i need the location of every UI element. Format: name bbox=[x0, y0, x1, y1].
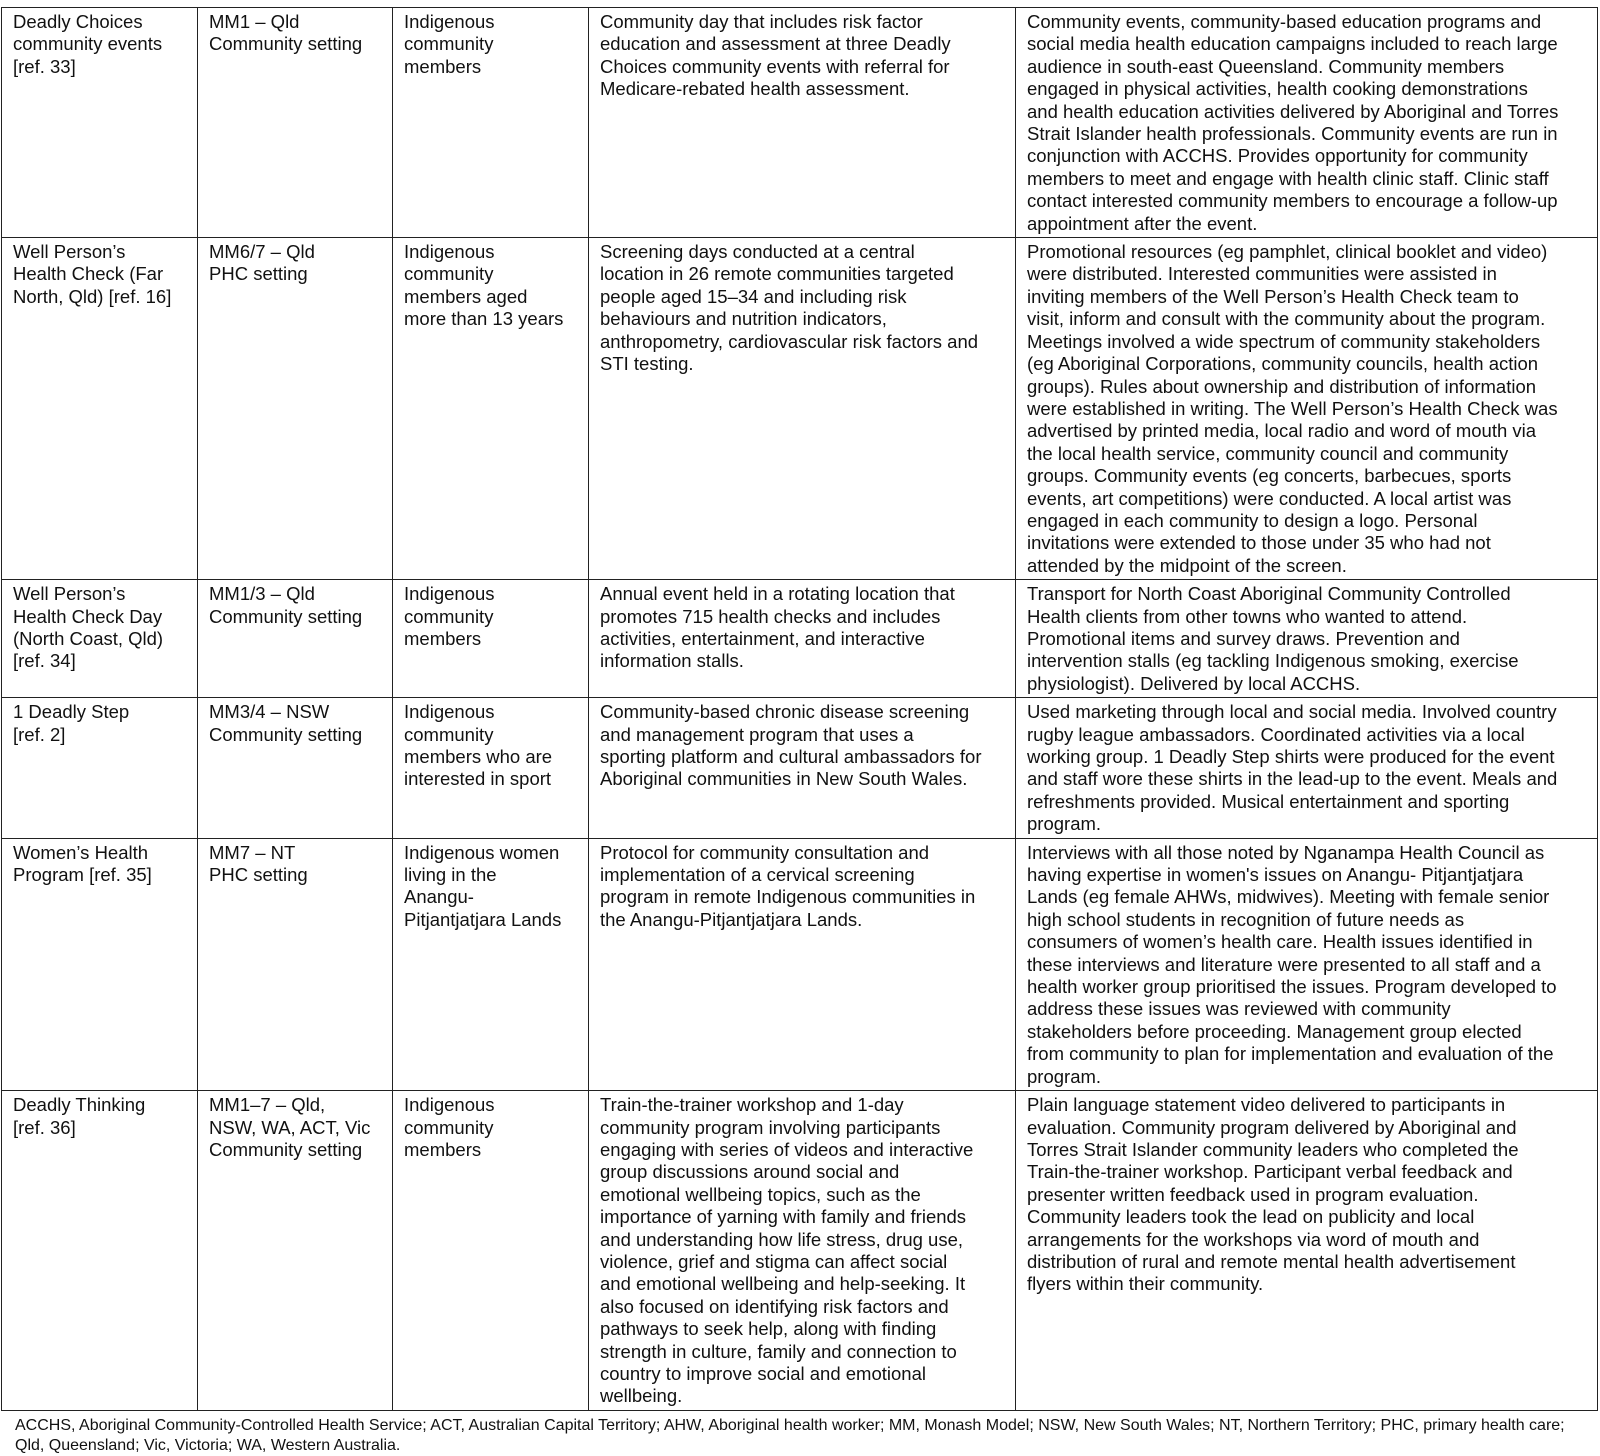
table-footnote: ACCHS, Aboriginal Community-Controlled Health Service; ACT, Australian Capital Territory; AHW, Aboriginal health worker; MM, Monash Model; NSW, New South Wales; NT, Northern Territory; PHC, primary health care; Qld, Queensland; Vic, Victoria; WA, Western Australia. bbox=[15, 1417, 1565, 1454]
cell-setting: MM6/7 – Qld PHC setting bbox=[198, 238, 393, 580]
cell-population: Indigenous community members aged more than 13 years bbox=[393, 238, 589, 580]
cell-setting: MM3/4 – NSW Community setting bbox=[198, 698, 393, 838]
cell-description: Annual event held in a rotating location that promotes 715 health checks and includes activities, entertainment, and interactive information stalls. bbox=[589, 580, 1016, 698]
cell-setting: MM1–7 – Qld, NSW, WA, ACT, Vic Community setting bbox=[198, 1091, 393, 1411]
cell-population: Indigenous women living in the Anangu- Pitjantjatjara Lands bbox=[393, 838, 589, 1090]
cell-strategies: Transport for North Coast Aboriginal Community Controlled Health clients from other towns who wanted to attend. Promotional items and survey draws. Prevention and intervention stalls (eg tackling Indigenous smoking, exercise physiologist). Delivered by local ACCHS. bbox=[1016, 580, 1598, 698]
cell-population: Indigenous community members bbox=[393, 580, 589, 698]
cell-program: Women’s Health Program [ref. 35] bbox=[2, 838, 198, 1090]
table-row bbox=[2, 8, 1598, 238]
cell-description: Community day that includes risk factor education and assessment at three Deadly Choices community events with referral for Medicare-rebated health assessment. bbox=[589, 8, 1016, 238]
table-row bbox=[2, 1091, 1598, 1411]
program-table-container bbox=[1, 7, 1598, 1411]
table-row bbox=[2, 838, 1598, 1090]
cell-setting: MM7 – NT PHC setting bbox=[198, 838, 393, 1090]
table-row bbox=[2, 698, 1598, 838]
cell-program: Well Person’s Health Check (Far North, Qld) [ref. 16] bbox=[2, 238, 198, 580]
cell-population: Indigenous community members who are interested in sport bbox=[393, 698, 589, 838]
cell-strategies: Promotional resources (eg pamphlet, clinical booklet and video) were distributed. Interested communities were assisted in inviting members of the Well Person’s Health Check team to visit, inform and consult with the community about the program. Meetings involved a wide spectrum of community stakeholders (eg Aboriginal Corporations, community councils, health action groups). Rules about ownership and distribution of information were established in writing. The Well Person’s Health Check was advertised by printed media, local radio and word of mouth via the local health service, community council and community groups. Community events (eg concerts, barbecues, sports events, art competitions) were conducted. A local artist was engaged in each community to design a logo. Personal invitations were extended to those under 35 who had not attended by the midpoint of the screen. bbox=[1016, 238, 1598, 580]
cell-program: 1 Deadly Step [ref. 2] bbox=[2, 698, 198, 838]
cell-description: Screening days conducted at a central location in 26 remote communities targeted people aged 15–34 and including risk behaviours and nutrition indicators, anthropometry, cardiovascular risk factors and STI testing. bbox=[589, 238, 1016, 580]
cell-population: Indigenous community members bbox=[393, 1091, 589, 1411]
cell-program: Deadly Choices community events [ref. 33] bbox=[2, 8, 198, 238]
cell-strategies: Used marketing through local and social media. Involved country rugby league ambassadors. Coordinated activities via a local working group. 1 Deadly Step shirts were produced for the event and staff wore these shirts in the lead-up to the event. Meals and refreshments provided. Musical entertainment and sporting program. bbox=[1016, 698, 1598, 838]
cell-description: Train-the-trainer workshop and 1-day community program involving participants engaging with series of videos and interactive group discussions around social and emotional wellbeing topics, such as the importance of yarning with family and friends and understanding how life stress, drug use, violence, grief and stigma can affect social and emotional wellbeing and help-seeking. It also focused on identifying risk factors and pathways to seek help, along with finding strength in culture, family and connection to country to improve social and emotional wellbeing. bbox=[589, 1091, 1016, 1411]
cell-program: Deadly Thinking [ref. 36] bbox=[2, 1091, 198, 1411]
cell-strategies: Plain language statement video delivered to participants in evaluation. Community program delivered by Aboriginal and Torres Strait Islander community leaders who completed the Train-the-trainer workshop. Participant verbal feedback and presenter written feedback used in program evaluation. Community leaders took the lead on publicity and local arrangements for the workshops via word of mouth and distribution of rural and remote mental health advertisement flyers within their community. bbox=[1016, 1091, 1598, 1411]
cell-description: Protocol for community consultation and implementation of a cervical screening program in remote Indigenous communities in the Anangu-Pitjantjatjara Lands. bbox=[589, 838, 1016, 1090]
cell-setting: MM1 – Qld Community setting bbox=[198, 8, 393, 238]
cell-setting: MM1/3 – Qld Community setting bbox=[198, 580, 393, 698]
table-row bbox=[2, 238, 1598, 580]
cell-strategies: Community events, community-based education programs and social media health education campaigns included to reach large audience in south-east Queensland. Community members engaged in physical activities, health cooking demonstrations and health education activities delivered by Aboriginal and Torres Strait Islander health professionals. Community events are run in conjunction with ACCHS. Provides opportunity for community members to meet and engage with health clinic staff. Clinic staff contact interested community members to encourage a follow-up appointment after the event. bbox=[1016, 8, 1598, 238]
cell-population: Indigenous community members bbox=[393, 8, 589, 238]
cell-program: Well Person’s Health Check Day (North Coast, Qld) [ref. 34] bbox=[2, 580, 198, 698]
program-table bbox=[1, 7, 1598, 1411]
table-row bbox=[2, 580, 1598, 698]
cell-strategies: Interviews with all those noted by Nganampa Health Council as having expertise in women's issues on Anangu- Pitjantjatjara Lands (eg female AHWs, midwives). Meeting with female senior high school students in recognition of future needs as consumers of women’s health care. Health issues identified in these interviews and literature were presented to all staff and a health worker group prioritised the issues. Program developed to address these issues was reviewed with community stakeholders before proceeding. Management group elected from community to plan for implementation and evaluation of the program. bbox=[1016, 838, 1598, 1090]
cell-description: Community-based chronic disease screening and management program that uses a sporting platform and cultural ambassadors for Aboriginal communities in New South Wales. bbox=[589, 698, 1016, 838]
